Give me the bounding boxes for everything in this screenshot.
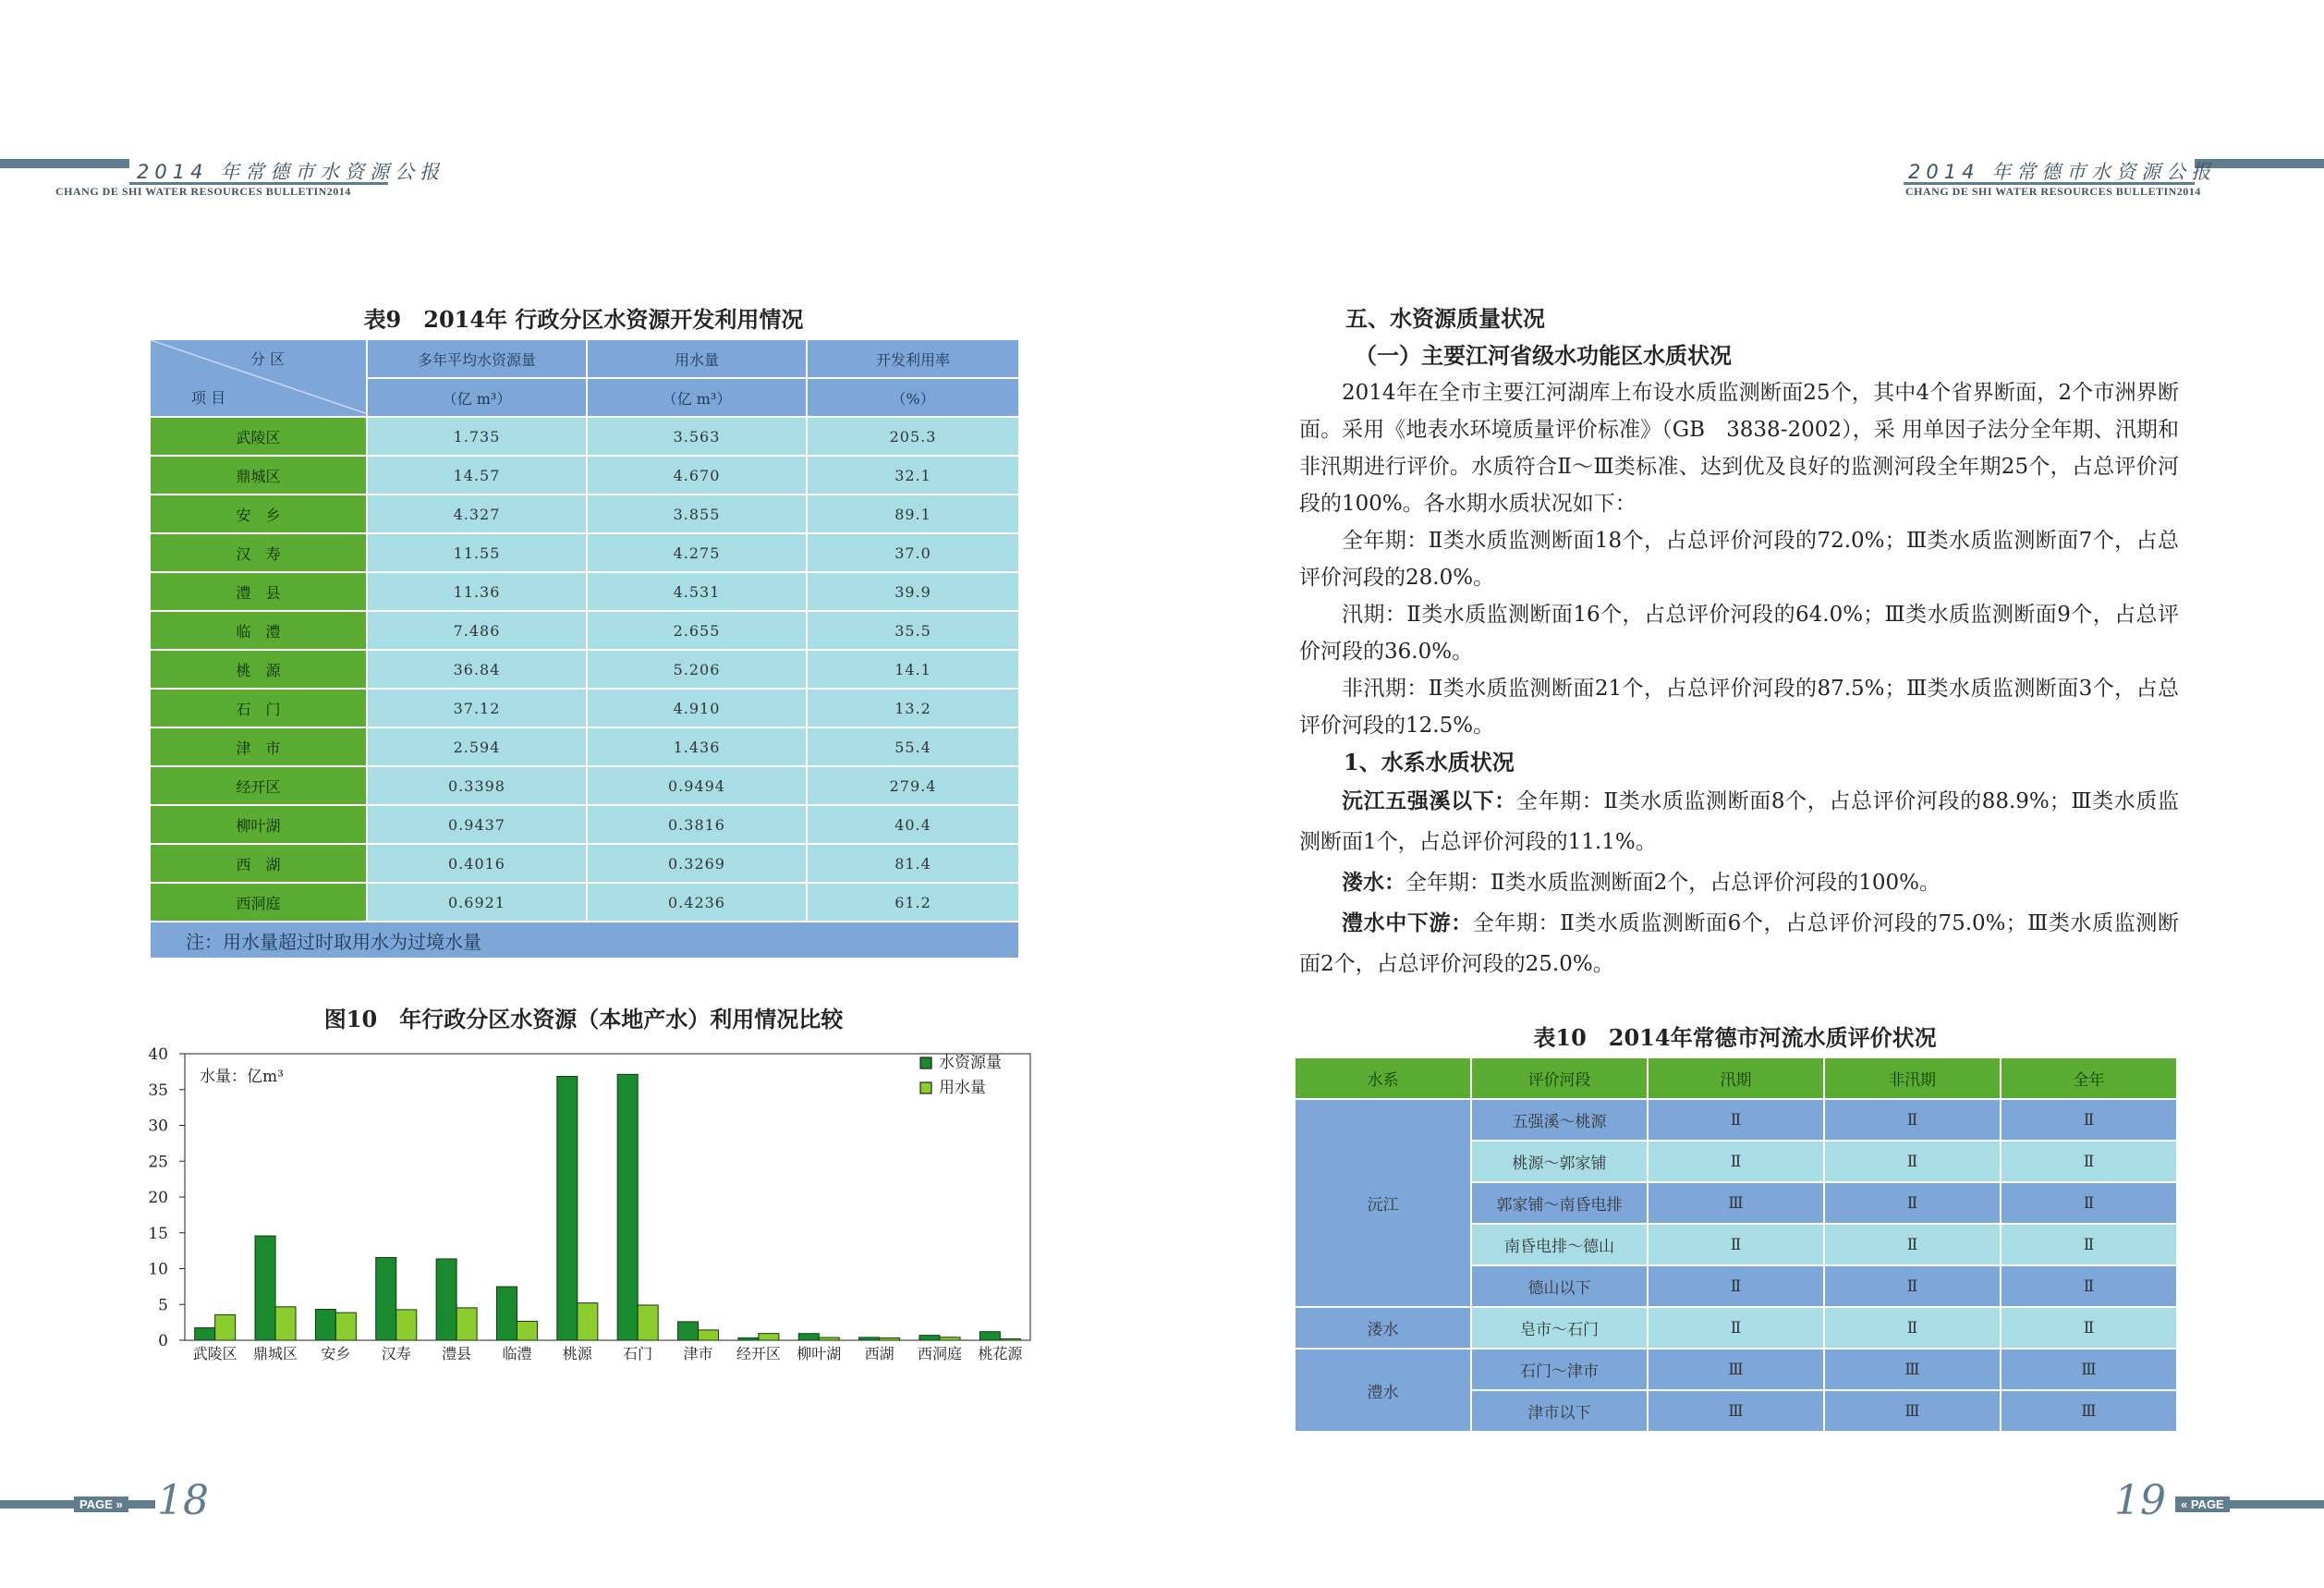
- legend-label: 用水量: [939, 1079, 986, 1097]
- y-tick-label: 25: [148, 1153, 168, 1172]
- table9-district-cell: 武陵区: [150, 417, 367, 456]
- bar: [195, 1328, 215, 1340]
- plot-frame: [185, 1054, 1030, 1340]
- table10-caption: 表10 2014年常德市河流水质评价状况: [1533, 1024, 1937, 1051]
- y-tick-label: 35: [148, 1081, 168, 1100]
- table9-district-cell: 津 市: [150, 727, 367, 766]
- table9-head-bottom: 项 目: [191, 389, 226, 407]
- table-row: [150, 883, 1019, 922]
- bar: [215, 1314, 236, 1340]
- table9-value-cell: 0.3398: [367, 766, 587, 805]
- bar: [517, 1321, 537, 1340]
- table-row: [150, 766, 1019, 805]
- y-tick-label: 30: [148, 1117, 168, 1136]
- table10-grade-cell: Ⅱ: [2001, 1224, 2177, 1265]
- legend-label: 水资源量: [939, 1054, 1002, 1072]
- bar: [738, 1338, 759, 1340]
- table10-reach-cell: 德山以下: [1471, 1265, 1648, 1307]
- table10-grade-cell: Ⅱ: [1824, 1099, 2001, 1141]
- table9-value-cell: 81.4: [807, 844, 1019, 883]
- table10-grade-cell: Ⅱ: [2001, 1182, 2177, 1224]
- bar: [275, 1307, 296, 1340]
- table10-grade-cell: Ⅱ: [1824, 1224, 2001, 1265]
- table10-grade-cell: Ⅲ: [1648, 1349, 1824, 1390]
- table9-value-cell: 2.655: [587, 611, 807, 650]
- table9-col-unit: （亿 m³）: [367, 378, 587, 417]
- header-band-left: [0, 159, 129, 168]
- table10-grade-cell: Ⅱ: [1648, 1099, 1824, 1141]
- table9-district-cell: 西洞庭: [150, 883, 367, 922]
- x-tick-label: 武陵区: [192, 1345, 237, 1362]
- text-lishui: 全年期：Ⅱ类水质监测断面6个，占总评价河段的75.0%；Ⅲ类水质监测断面2个，占总评价河段的25.0%。: [1299, 911, 2180, 976]
- x-tick-label: 鼎城区: [253, 1345, 298, 1362]
- bar: [617, 1074, 638, 1340]
- table9-value-cell: 0.3269: [587, 844, 807, 883]
- table10-grade-cell: Ⅱ: [1648, 1141, 1824, 1182]
- bar: [396, 1310, 417, 1340]
- table9-district-cell: 鼎城区: [150, 456, 367, 495]
- paragraph-2: 全年期：Ⅱ类水质监测断面18个，占总评价河段的72.0%；Ⅲ类水质监测断面7个，占总评价河段的28.0%。: [1299, 529, 2179, 590]
- table9-note: 注：用水量超过时取用水为过境水量: [150, 922, 1019, 959]
- table-row: [150, 727, 1019, 766]
- table10-header-cell: 全年: [2001, 1057, 2177, 1099]
- bar: [940, 1338, 960, 1340]
- bar: [436, 1259, 456, 1340]
- table9-col-unit: （%）: [807, 378, 1019, 417]
- table9-value-cell: 89.1: [807, 495, 1019, 533]
- table9-district-cell: 安 乡: [150, 495, 367, 533]
- x-tick-label: 经开区: [736, 1345, 781, 1362]
- table10-grade-cell: Ⅲ: [1824, 1390, 2001, 1432]
- subheading-water-systems: 1、水系水质状况: [1344, 749, 1515, 776]
- table9-value-cell: 37.0: [807, 533, 1019, 572]
- table9-district-cell: 柳叶湖: [150, 805, 367, 844]
- table10-grade-cell: Ⅱ: [1824, 1182, 2001, 1224]
- bar: [335, 1313, 356, 1340]
- bar: [859, 1338, 880, 1340]
- table9-value-cell: 14.1: [807, 650, 1019, 689]
- section-heading: 五、水资源质量状况: [1345, 305, 1545, 332]
- bar: [315, 1309, 335, 1340]
- table9-district-cell: 桃 源: [150, 650, 367, 689]
- bar: [557, 1076, 578, 1340]
- table9-value-cell: 11.36: [367, 572, 587, 611]
- table9-value-cell: 55.4: [807, 727, 1019, 766]
- table9-col-unit: （亿 m³）: [587, 378, 807, 417]
- paragraph-yuanjiang: [1299, 781, 2179, 862]
- header-title-left: 2014 年常德市水资源公报: [137, 161, 445, 183]
- table9-value-cell: 11.55: [367, 533, 587, 572]
- label-yuanjiang: 沅江五强溪以下：: [1342, 788, 1516, 813]
- table10-grade-cell: Ⅲ: [2001, 1390, 2177, 1432]
- table9-district-cell: 西 湖: [150, 844, 367, 883]
- table9-value-cell: 3.855: [587, 495, 807, 533]
- table10-reach-cell: 郭家铺～南昏电排: [1471, 1182, 1648, 1224]
- bar: [979, 1332, 1000, 1340]
- table10-reach-cell: 五强溪～桃源: [1471, 1099, 1648, 1141]
- bar: [638, 1305, 658, 1340]
- footer-page-label-right: « PAGE: [2175, 1496, 2230, 1512]
- table9-value-cell: 1.436: [587, 727, 807, 766]
- table10-reach-cell: 皂市～石门: [1471, 1307, 1648, 1349]
- footer-page-number-left: 18: [157, 1477, 209, 1524]
- table-row: [1295, 1307, 2177, 1349]
- bar: [1000, 1338, 1020, 1340]
- table9-caption: 表9 2014年 行政分区水资源开发利用情况: [363, 306, 804, 333]
- table9-value-cell: 5.206: [587, 650, 807, 689]
- table10-header-cell: 评价河段: [1471, 1057, 1648, 1099]
- table-row: [150, 844, 1019, 883]
- bar: [819, 1338, 839, 1340]
- table9-district-cell: 澧 县: [150, 572, 367, 611]
- table10-grade-cell: Ⅱ: [1648, 1265, 1824, 1307]
- figure10-caption: 图10 年行政分区水资源（本地产水）利用情况比较: [323, 1006, 844, 1032]
- section-text: [1299, 300, 2179, 984]
- y-tick-label: 10: [148, 1260, 168, 1279]
- bar: [699, 1330, 719, 1340]
- table10-grade-cell: Ⅱ: [2001, 1307, 2177, 1349]
- paragraph-1: 2014年在全市主要江河湖库上布设水质监测断面25个，其中4个省界断面，2个市洲界断面。采用《地表水环境质量评价标准》（GB 3838-2002），采 用单因子法分全年期、汛期和非汛期进行评价。水质符合Ⅱ～Ⅲ类标准、达到优及良好的监测河段全年期25个，占总评价河段的100%。各水期水质状况如下：: [1299, 381, 2179, 516]
- table9-value-cell: 61.2: [807, 883, 1019, 922]
- x-tick-label: 西洞庭: [917, 1345, 962, 1362]
- y-tick-label: 5: [158, 1296, 168, 1315]
- table10-reach-cell: 南昏电排～德山: [1471, 1224, 1648, 1265]
- table10-grade-cell: Ⅱ: [1824, 1265, 2001, 1307]
- table10-header-cell: 汛期: [1648, 1057, 1824, 1099]
- table10-grade-cell: Ⅱ: [1648, 1224, 1824, 1265]
- table-row: [150, 805, 1019, 844]
- table9-value-cell: 2.594: [367, 727, 587, 766]
- table10-header-cell: 非汛期: [1824, 1057, 2001, 1099]
- table9: [149, 338, 1020, 959]
- table10-grade-cell: Ⅱ: [2001, 1141, 2177, 1182]
- y-tick-label: 20: [148, 1189, 168, 1207]
- bar: [798, 1334, 819, 1340]
- subsection-heading: （一）主要江河省级水功能区水质状况: [1355, 342, 1732, 369]
- table-row: [150, 456, 1019, 495]
- table10-grade-cell: Ⅱ: [1824, 1141, 2001, 1182]
- table9-value-cell: 39.9: [807, 572, 1019, 611]
- table-row: [150, 533, 1019, 572]
- table9-value-cell: 0.9437: [367, 805, 587, 844]
- x-tick-label: 安乡: [321, 1345, 351, 1362]
- table10-system-cell: 沅江: [1295, 1099, 1471, 1307]
- table9-col-label: 多年平均水资源量: [367, 339, 587, 378]
- table10-reach-cell: 桃源～郭家铺: [1471, 1141, 1648, 1182]
- y-tick-label: 0: [158, 1332, 168, 1350]
- table9-value-cell: 4.910: [587, 689, 807, 727]
- legend-swatch: [920, 1057, 931, 1069]
- header-subtitle-right: CHANG DE SHI WATER RESOURCES BULLETIN2014: [1905, 185, 2201, 198]
- bar: [255, 1236, 275, 1340]
- table10-reach-cell: 石门～津市: [1471, 1349, 1648, 1390]
- table-row: [1295, 1349, 2177, 1390]
- table9-value-cell: 37.12: [367, 689, 587, 727]
- table9-value-cell: 205.3: [807, 417, 1019, 456]
- text-loushui: 全年期：Ⅱ类水质监测断面2个，占总评价河段的100%。: [1405, 871, 1941, 895]
- table9-value-cell: 14.57: [367, 456, 587, 495]
- table9-value-cell: 0.6921: [367, 883, 587, 922]
- header-subtitle-left: CHANG DE SHI WATER RESOURCES BULLETIN2014: [55, 185, 351, 198]
- x-tick-label: 汉寿: [381, 1345, 411, 1362]
- bar: [880, 1338, 900, 1340]
- table-row: [1295, 1099, 2177, 1141]
- x-tick-label: 桃源: [562, 1345, 592, 1362]
- table9-district-cell: 汉 寿: [150, 533, 367, 572]
- table9-value-cell: 279.4: [807, 766, 1019, 805]
- figure10-chart: [139, 1043, 1035, 1362]
- bar: [496, 1287, 517, 1340]
- table-row: [150, 495, 1019, 533]
- table10-system-cell: 溇水: [1295, 1307, 1471, 1349]
- table10-grade-cell: Ⅲ: [2001, 1349, 2177, 1390]
- table10-grade-cell: Ⅱ: [2001, 1265, 2177, 1307]
- bar: [456, 1308, 477, 1340]
- bar: [759, 1334, 779, 1340]
- table9-value-cell: 4.670: [587, 456, 807, 495]
- table-row: [150, 689, 1019, 727]
- label-loushui: 溇水：: [1342, 870, 1405, 895]
- table9-corner-cell: [150, 339, 367, 417]
- y-tick-label: 40: [148, 1045, 168, 1064]
- table-row: [150, 417, 1019, 456]
- table9-head-top: 分 区: [250, 350, 286, 368]
- x-tick-label: 桃花源: [978, 1345, 1023, 1362]
- table10-grade-cell: Ⅲ: [1648, 1390, 1824, 1432]
- table9-value-cell: 0.4016: [367, 844, 587, 883]
- table9-value-cell: 0.4236: [587, 883, 807, 922]
- table9-value-cell: 4.275: [587, 533, 807, 572]
- table9-value-cell: 32.1: [807, 456, 1019, 495]
- bar: [376, 1257, 396, 1340]
- x-tick-label: 临澧: [502, 1345, 532, 1362]
- table9-value-cell: 36.84: [367, 650, 587, 689]
- table10-reach-cell: 津市以下: [1471, 1390, 1648, 1432]
- table10-grade-cell: Ⅱ: [1648, 1307, 1824, 1349]
- table9-value-cell: 0.9494: [587, 766, 807, 805]
- table9-value-cell: 40.4: [807, 805, 1019, 844]
- table10-grade-cell: Ⅱ: [2001, 1099, 2177, 1141]
- table9-value-cell: 0.3816: [587, 805, 807, 844]
- table9-value-cell: 13.2: [807, 689, 1019, 727]
- table10-grade-cell: Ⅱ: [1824, 1307, 2001, 1349]
- footer-page-number-right: 19: [2114, 1477, 2166, 1524]
- table9-value-cell: 35.5: [807, 611, 1019, 650]
- table10-grade-cell: Ⅲ: [1648, 1182, 1824, 1224]
- paragraph-3: 汛期：Ⅱ类水质监测断面16个，占总评价河段的64.0%；Ⅲ类水质监测断面9个，占总评价河段的36.0%。: [1299, 603, 2179, 664]
- table9-value-cell: 7.486: [367, 611, 587, 650]
- table9-value-cell: 4.327: [367, 495, 587, 533]
- y-tick-label: 15: [148, 1224, 168, 1243]
- table-row: [150, 572, 1019, 611]
- header-title-right: 2014 年常德市水资源公报: [1908, 161, 2217, 183]
- legend-swatch: [920, 1082, 931, 1093]
- table9-value-cell: 4.531: [587, 572, 807, 611]
- x-tick-label: 澧县: [442, 1345, 472, 1362]
- bar: [678, 1322, 699, 1340]
- x-tick-label: 柳叶湖: [797, 1345, 842, 1362]
- table-row: [150, 650, 1019, 689]
- table9-value-cell: 1.735: [367, 417, 587, 456]
- label-lishui: 澧水中下游：: [1342, 910, 1473, 935]
- paragraph-4: 非汛期：Ⅱ类水质监测断面21个，占总评价河段的87.5%；Ⅲ类水质监测断面3个，占总评价河段的12.5%。: [1299, 677, 2179, 738]
- table10: [1294, 1057, 2178, 1433]
- y-axis-label: 水量：亿m³: [200, 1068, 284, 1086]
- bar: [919, 1336, 940, 1340]
- text-yuanjiang: 全年期：Ⅱ类水质监测断面8个，占总评价河段的88.9%；Ⅲ类水质监测断面1个，占总评价河段的11.1%。: [1299, 789, 2180, 854]
- table10-grade-cell: Ⅲ: [1824, 1349, 2001, 1390]
- table9-col-label: 开发利用率: [807, 339, 1019, 378]
- table-row: [150, 611, 1019, 650]
- footer-page-label-left: PAGE »: [74, 1496, 128, 1512]
- table10-header-cell: 水系: [1295, 1057, 1471, 1099]
- paragraph-loushui: [1299, 862, 2179, 903]
- table9-value-cell: 3.563: [587, 417, 807, 456]
- x-tick-label: 津市: [683, 1345, 713, 1362]
- table9-col-label: 用水量: [587, 339, 807, 378]
- bar: [578, 1303, 598, 1340]
- table9-district-cell: 临 澧: [150, 611, 367, 650]
- table10-system-cell: 澧水: [1295, 1349, 1471, 1432]
- table9-district-cell: 石 门: [150, 689, 367, 727]
- paragraph-lishui: [1299, 903, 2179, 984]
- x-tick-label: 石门: [623, 1345, 653, 1362]
- x-tick-label: 西湖: [864, 1345, 894, 1362]
- table9-district-cell: 经开区: [150, 766, 367, 805]
